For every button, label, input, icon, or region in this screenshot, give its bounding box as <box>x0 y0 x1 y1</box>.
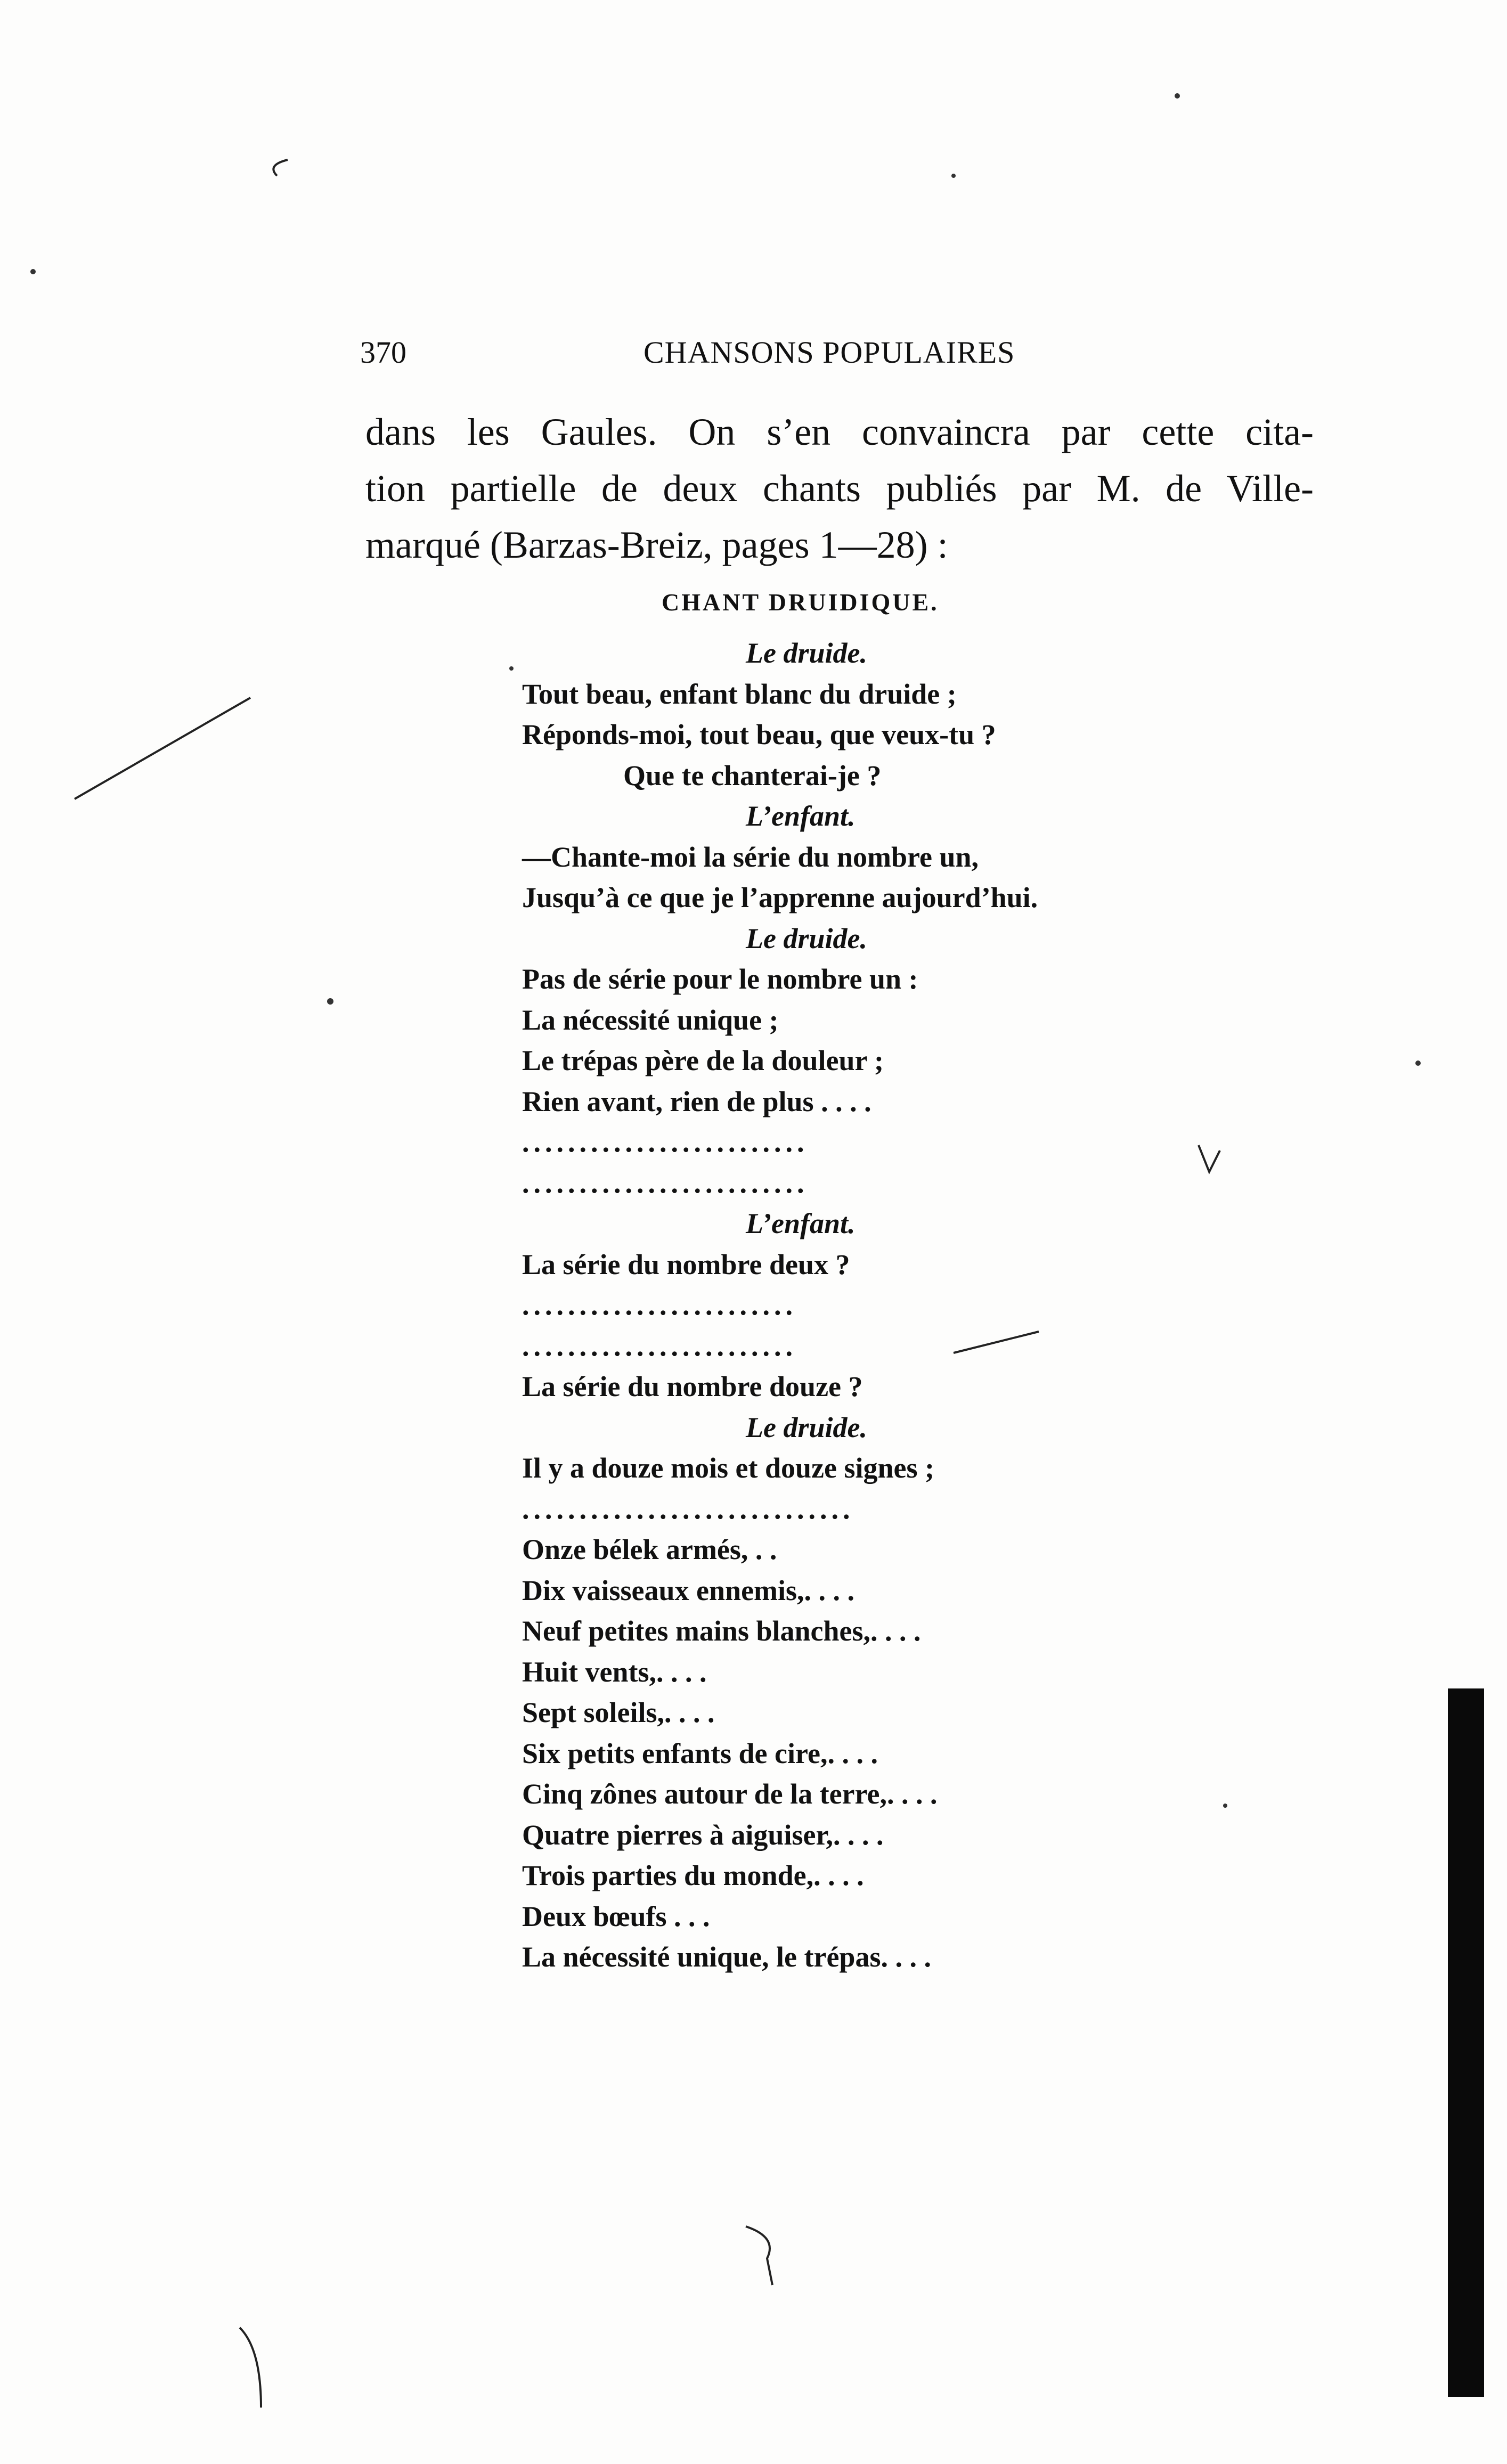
ellipsis-row: ......................... <box>522 1166 809 1199</box>
verse-line: La série du nombre deux ? <box>522 1248 850 1280</box>
verse-line: Jusqu’à ce que je l’apprenne aujourd’hui. <box>522 882 1038 913</box>
intro-line: tion partielle de deux chants publiés par M. de Ville- <box>365 467 1314 510</box>
verse-line: Six petits enfants de cire,. . . . <box>522 1737 878 1769</box>
verse-line: Tout beau, enfant blanc du druide ; <box>522 678 957 710</box>
ellipsis-row: ............................. <box>522 1492 854 1525</box>
verse-line: Cinq zônes autour de la terre,. . . . <box>522 1778 938 1810</box>
intro-paragraph <box>365 404 1314 573</box>
ellipsis-row: ......................... <box>522 1126 809 1158</box>
verse-line: La nécessité unique, le trépas. . . . <box>522 1941 931 1973</box>
speaker-label: Le druide. <box>746 1411 867 1443</box>
verse-line: Le trépas père de la douleur ; <box>522 1045 884 1076</box>
verse-line: La nécessité unique ; <box>522 1003 779 1036</box>
running-head: CHANSONS POPULAIRES <box>643 335 1015 370</box>
verse-line: —Chante-moi la série du nombre un, <box>522 841 979 873</box>
verse-line: Neuf petites mains blanches,. . . . <box>522 1615 921 1647</box>
intro-line: marqué (Barzas-Breiz, pages 1—28) : <box>365 524 948 566</box>
verse-line: Rien avant, rien de plus . . . . <box>522 1085 871 1117</box>
speaker-label: Le druide. <box>746 922 867 954</box>
verse-line: Huit vents,. . . . <box>522 1655 707 1688</box>
verse-line: Dix vaisseaux ennemis,. . . . <box>522 1574 855 1606</box>
verse-line: Trois parties du monde,. . . . <box>522 1859 864 1891</box>
poem <box>522 633 1038 1978</box>
chant-title: CHANT DRUIDIQUE. <box>662 589 939 616</box>
verse-line: Que te chanterai-je ? <box>623 759 882 792</box>
ellipsis-row: ........................ <box>522 1329 797 1362</box>
verse-line: Réponds-moi, tout beau, que veux-tu ? <box>522 719 996 750</box>
verse-line: Onze bélek armés, . . <box>522 1533 777 1565</box>
verse-line: Sept soleils,. . . . <box>522 1696 715 1728</box>
ellipsis-row: ........................ <box>522 1289 797 1321</box>
intro-line: dans les Gaules. On s’en convaincra par cette cita- <box>365 411 1314 453</box>
page-number: 370 <box>360 335 406 370</box>
verse-line: Deux bœufs . . . <box>522 1900 710 1932</box>
speaker-label: L’enfant. <box>746 800 856 832</box>
verse-line: Quatre pierres à aiguiser,. . . . <box>522 1818 884 1851</box>
verse-line: La série du nombre douze ? <box>522 1370 863 1402</box>
verse-line: Il y a douze mois et douze signes ; <box>522 1452 934 1484</box>
verse-line: Pas de série pour le nombre un : <box>522 963 918 995</box>
speaker-label: Le druide. <box>746 637 867 669</box>
scan-edge-bar <box>1448 1688 1484 2397</box>
speaker-label: L’enfant. <box>746 1207 856 1239</box>
